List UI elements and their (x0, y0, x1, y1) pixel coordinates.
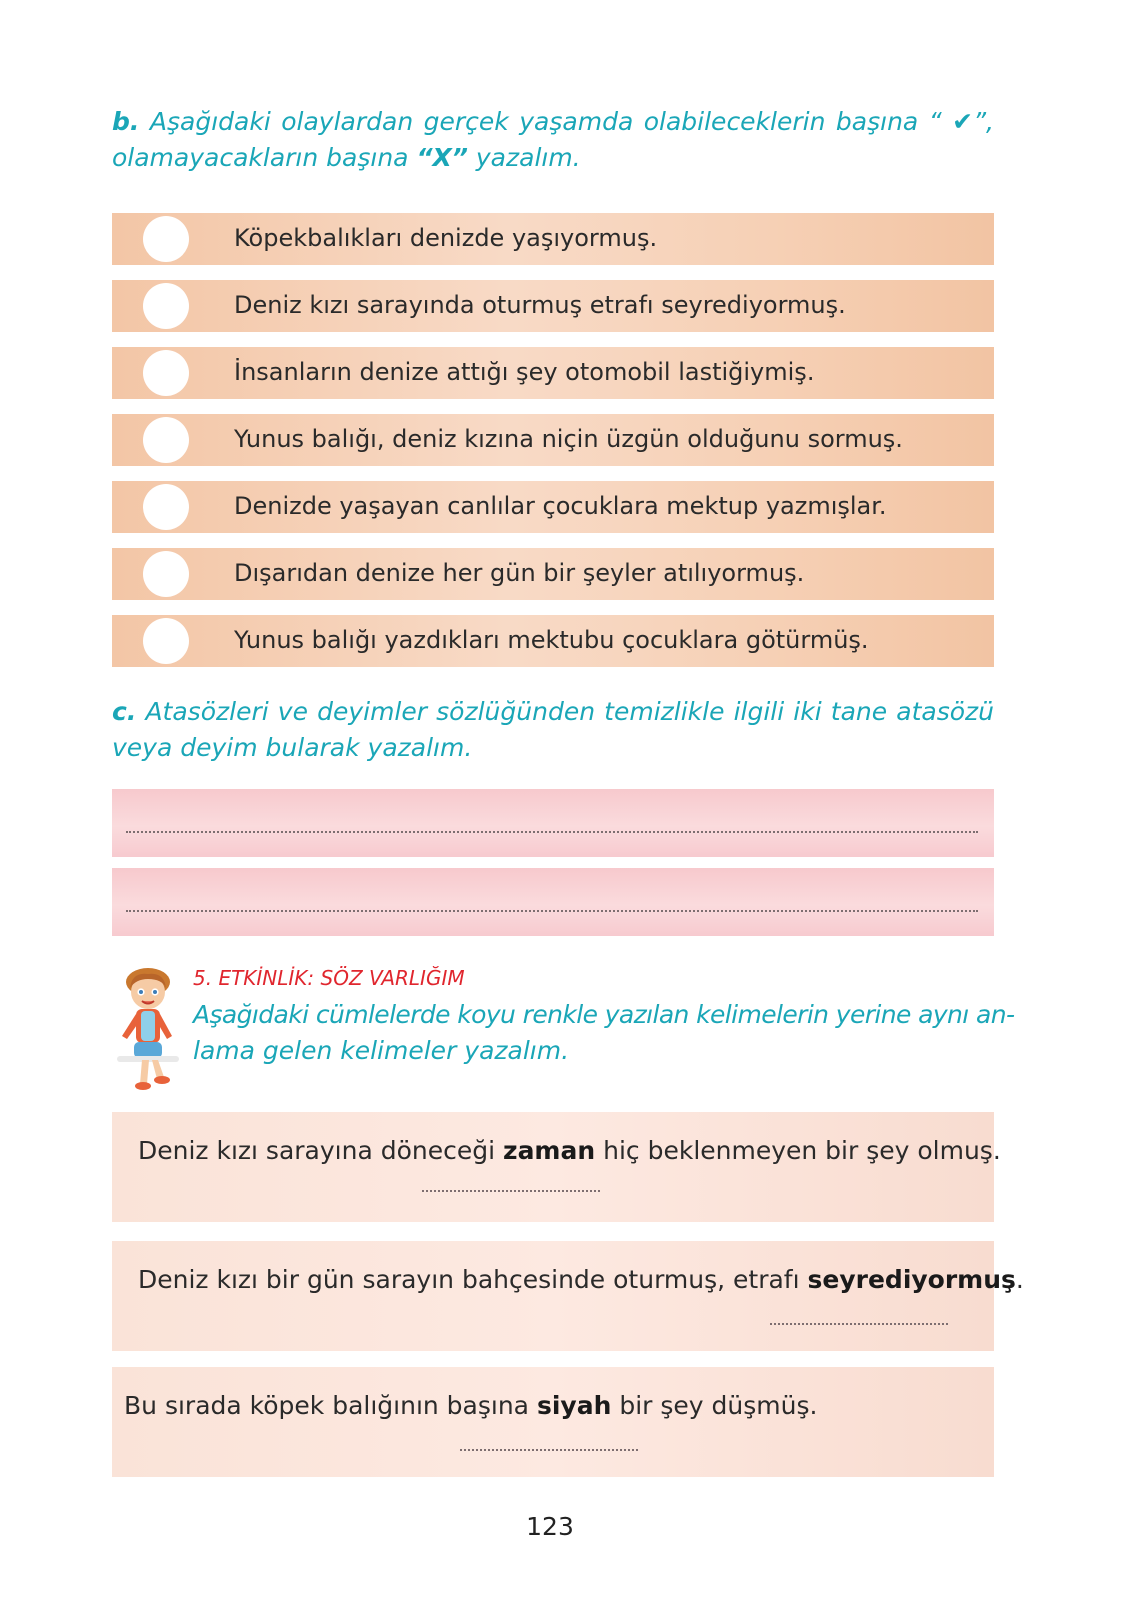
statement-row (112, 615, 994, 667)
answer-circle[interactable] (143, 350, 189, 396)
x-mark: “X” (416, 143, 468, 172)
statement-text: Denizde yaşayan canlılar çocuklara mektup yazmışlar. (234, 492, 887, 520)
dotted-line (126, 831, 978, 833)
bold-word: siyah (536, 1391, 612, 1420)
answer-blank[interactable] (770, 1323, 948, 1325)
section-b-line1: Aşağıdaki olaylardan gerçek yaşamda olabileceklerin başına “ ✔”, (149, 107, 994, 136)
sentence-box (112, 1241, 1024, 1351)
answer-circle[interactable] (143, 551, 189, 597)
section-c-line1: Atasözleri ve deyimler sözlüğünden temizlikle ilgili iki tane atasözü (145, 697, 994, 726)
section-c-line2: veya deyim bularak yazalım. (112, 733, 473, 762)
answer-circle[interactable] (143, 216, 189, 262)
sentence-post: hiç beklenmeyen bir şey olmuş. (595, 1136, 1001, 1165)
statement-text: Köpekbalıkları denizde yaşıyormuş. (234, 224, 658, 252)
answer-circle[interactable] (143, 618, 189, 664)
sentence-box (112, 1367, 994, 1477)
sentence-post: bir şey düşmüş. (611, 1391, 818, 1420)
bold-word: zaman (503, 1136, 596, 1165)
sentence-text (124, 1391, 817, 1420)
statement-row (112, 481, 994, 533)
statement-row (112, 280, 994, 332)
statement-text: Yunus balığı yazdıkları mektubu çocuklara götürmüş. (234, 626, 869, 654)
activity-line1: Aşağıdaki cümlelerde koyu renkle yazılan kelimelerin yerine aynı an- (193, 1000, 1015, 1029)
answer-line[interactable] (112, 868, 994, 936)
answer-circle[interactable] (143, 484, 189, 530)
section-b-instruction (112, 104, 994, 176)
answer-circle[interactable] (143, 283, 189, 329)
girl-illustration (112, 966, 184, 1094)
answer-blank[interactable] (422, 1190, 600, 1192)
section-b-line2-post: yazalım. (467, 143, 581, 172)
bold-word: seyrediyormuş (807, 1265, 1016, 1294)
answer-line[interactable] (112, 789, 994, 857)
section-c-instruction (112, 694, 994, 766)
sentence-pre: Deniz kızı bir gün sarayın bahçesinde oturmuş, etrafı (138, 1265, 808, 1294)
page-number: 123 (526, 1512, 574, 1541)
statement-text: Dışarıdan denize her gün bir şeyler atılıyormuş. (234, 559, 805, 587)
activity-instruction (193, 997, 1015, 1069)
answer-circle[interactable] (143, 417, 189, 463)
statement-text: Deniz kızı sarayında oturmuş etrafı seyrediyormuş. (234, 291, 846, 319)
sentence-pre: Deniz kızı sarayına döneceği (138, 1136, 504, 1165)
sentence-text (138, 1265, 1024, 1294)
dotted-line (126, 910, 978, 912)
sentence-pre: Bu sırada köpek balığının başına (124, 1391, 537, 1420)
statement-row (112, 548, 994, 600)
section-b-letter: b. (112, 107, 140, 136)
sentence-box (112, 1112, 1001, 1222)
sentence-text (138, 1136, 1001, 1165)
section-c-letter: c. (112, 697, 137, 726)
statement-row (112, 414, 994, 466)
activity-title: 5. ETKİNLİK: SÖZ VARLIĞIM (193, 966, 465, 990)
activity-line2: lama gelen kelimeler yazalım. (193, 1036, 570, 1065)
statement-text: Yunus balığı, deniz kızına niçin üzgün olduğunu sormuş. (234, 425, 903, 453)
answer-blank[interactable] (460, 1449, 638, 1451)
section-b-line2-pre: olamayacakların başına (112, 143, 417, 172)
statement-row (112, 213, 994, 265)
sentence-post: . (1015, 1265, 1024, 1294)
statement-row (112, 347, 994, 399)
statement-text: İnsanların denize attığı şey otomobil lastiğiymiş. (234, 358, 815, 386)
